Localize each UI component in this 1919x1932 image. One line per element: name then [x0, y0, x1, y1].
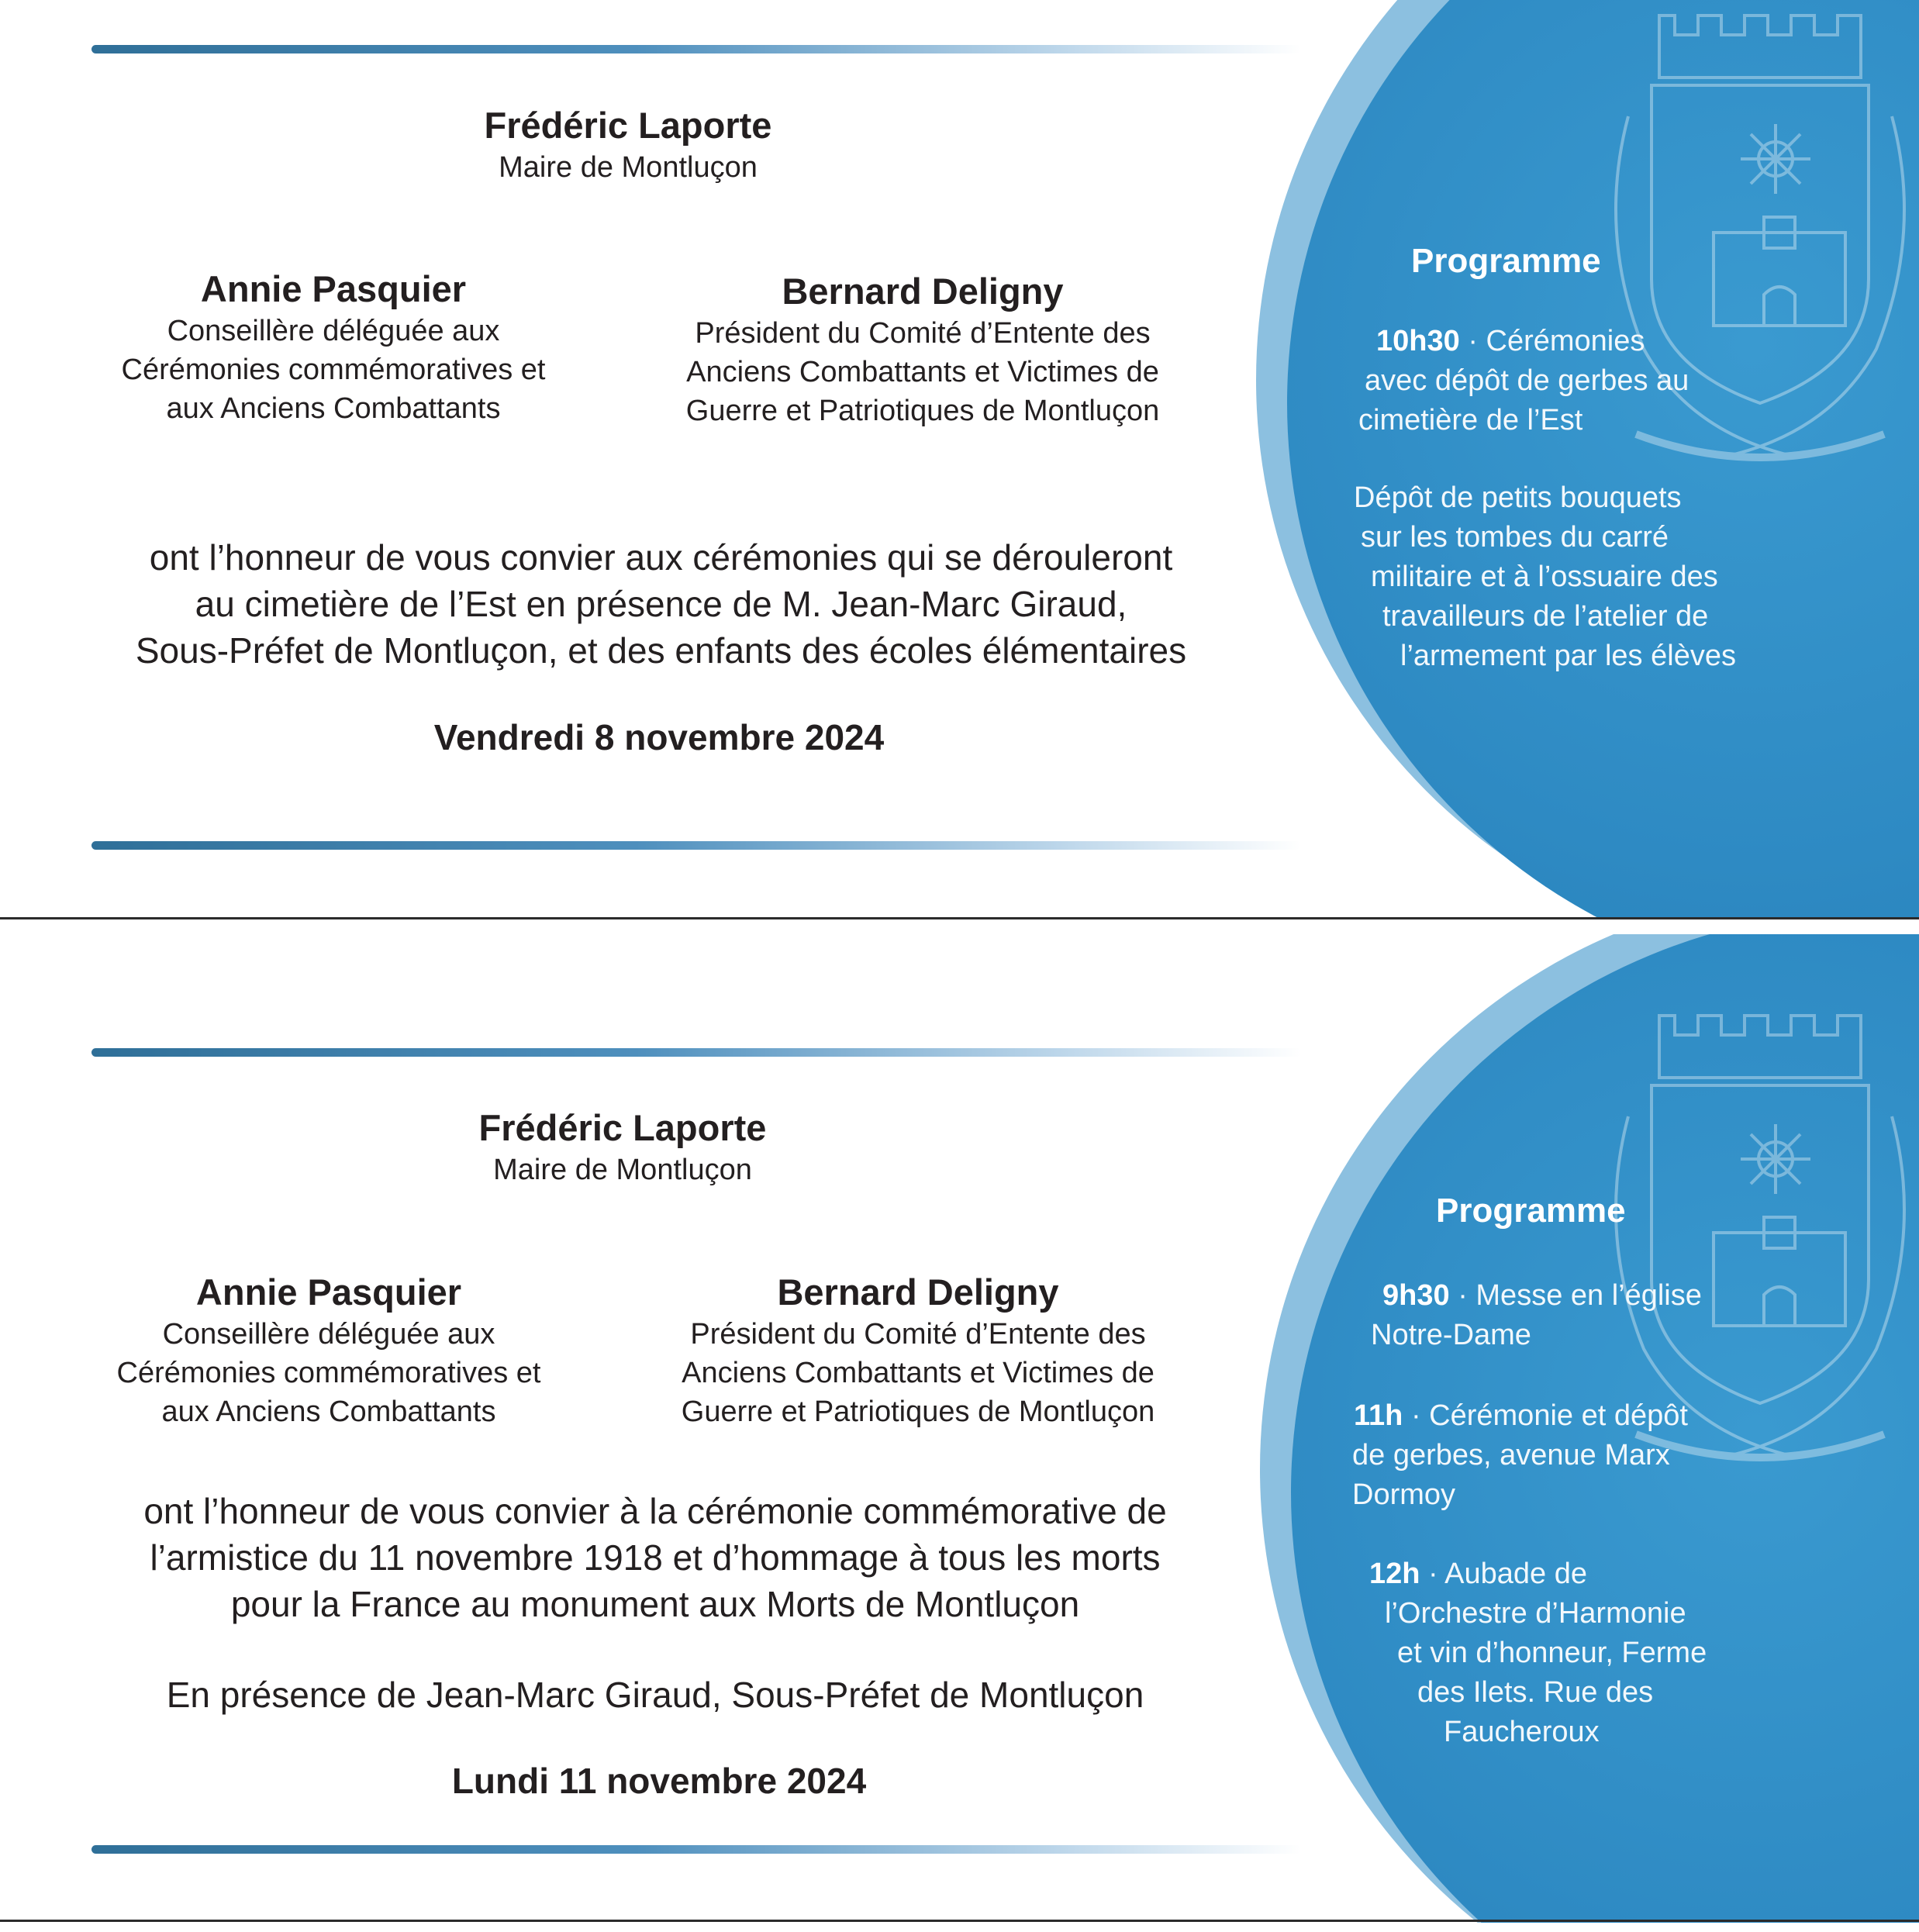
mayor-block	[390, 1106, 855, 1189]
invitation-line: l’armistice du 11 novembre 1918 et d’hommage à tous les morts	[150, 1537, 1161, 1578]
president-role-line: Anciens Combattants et Victimes de	[686, 356, 1159, 388]
programme-text: Dépôt de petits bouquets	[1354, 481, 1682, 514]
invitation-line: au cimetière de l’Est en présence de M. Jean-Marc Giraud,	[195, 584, 1127, 624]
councillor-name: Annie Pasquier	[195, 1271, 462, 1313]
programme-text: sur les tombes du carré	[1361, 521, 1669, 554]
invitation-text	[62, 534, 1260, 674]
programme-time: 11h	[1354, 1399, 1403, 1432]
programme-text: · Cérémonies	[1468, 325, 1645, 357]
programme-text: avec dépôt de gerbes au	[1365, 364, 1689, 397]
presence-line: En présence de Jean-Marc Giraud, Sous-Préfet de Montluçon	[166, 1675, 1144, 1715]
programme-text: l’armement par les élèves	[1400, 640, 1736, 672]
event-date	[310, 715, 1008, 760]
mayor-name: Frédéric Laporte	[478, 1107, 767, 1148]
programme-text: · Messe en l’église	[1458, 1279, 1702, 1312]
decorative-rule-bottom	[91, 841, 1301, 850]
councillor-role-line: aux Anciens Combattants	[166, 392, 501, 425]
president-role-line: Anciens Combattants et Victimes de	[682, 1357, 1155, 1389]
programme-text: cimetière de l’Est	[1358, 404, 1583, 436]
card-cut-line	[0, 917, 1919, 919]
president-role-line: Guerre et Patriotiques de Montluçon	[681, 1396, 1155, 1428]
programme-text: et vin d’honneur, Ferme	[1397, 1637, 1707, 1669]
councillor-role-line: Cérémonies commémoratives et	[116, 1357, 541, 1389]
event-date-text: Vendredi 8 novembre 2024	[433, 717, 885, 757]
programme-item	[1376, 322, 1645, 361]
decorative-rule-bottom	[91, 1845, 1301, 1854]
decorative-rule-top	[91, 45, 1301, 53]
city-crest-icon	[1597, 0, 1919, 496]
programme-time: 9h30	[1382, 1279, 1450, 1312]
invitation-line: ont l’honneur de vous convier à la cérémonie commémorative de	[143, 1491, 1167, 1531]
programme-text: de gerbes, avenue Marx	[1352, 1439, 1670, 1471]
programme-text: · Aubade de	[1428, 1558, 1588, 1590]
programme-item	[1382, 1276, 1702, 1316]
councillor-role-line: aux Anciens Combattants	[161, 1396, 496, 1428]
mayor-name: Frédéric Laporte	[484, 105, 772, 146]
mayor-block	[395, 103, 861, 187]
programme-text: l’Orchestre d’Harmonie	[1385, 1597, 1686, 1630]
invitation-card-2	[0, 934, 1919, 1923]
programme-title: Programme	[1411, 242, 1601, 280]
president-block	[636, 269, 1210, 430]
programme-title: Programme	[1436, 1192, 1626, 1230]
president-role-line: Président du Comité d’Entente des	[695, 317, 1151, 350]
presence-text	[85, 1672, 1225, 1718]
president-block	[631, 1270, 1205, 1431]
councillor-role-line: Conseillère déléguée aux	[167, 315, 500, 347]
invitation-line: Sous-Préfet de Montluçon, et des enfants des écoles élémentaires	[135, 630, 1187, 671]
programme-item	[1354, 1396, 1688, 1436]
programme-text: travailleurs de l’atelier de	[1382, 600, 1709, 633]
invitation-line: pour la France au monument aux Morts de Montluçon	[230, 1584, 1080, 1624]
president-role-line: Guerre et Patriotiques de Montluçon	[685, 395, 1160, 427]
decorative-rule-top	[91, 1048, 1301, 1057]
programme-time: 12h	[1369, 1558, 1420, 1590]
president-name: Bernard Deligny	[777, 1271, 1059, 1313]
councillor-block	[65, 1270, 592, 1431]
programme-text: Faucheroux	[1444, 1716, 1600, 1748]
councillor-role-line: Conseillère déléguée aux	[162, 1318, 495, 1351]
event-date-text: Lundi 11 novembre 2024	[451, 1761, 867, 1801]
president-role-line: Président du Comité d’Entente des	[690, 1318, 1146, 1351]
programme-text: · Cérémonie et dépôt	[1410, 1399, 1688, 1432]
programme-time: 10h30	[1376, 325, 1460, 357]
programme-text: des Ilets. Rue des	[1417, 1676, 1654, 1709]
programme-text: militaire et à l’ossuaire des	[1371, 561, 1718, 593]
invitation-line: ont l’honneur de vous convier aux cérémonies qui se dérouleront	[149, 537, 1173, 578]
mayor-role: Maire de Montluçon	[493, 1154, 752, 1186]
councillor-block	[70, 267, 597, 428]
programme-text: Notre-Dame	[1371, 1319, 1531, 1351]
mayor-role: Maire de Montluçon	[499, 151, 758, 184]
councillor-name: Annie Pasquier	[200, 268, 467, 309]
programme-text: Dormoy	[1352, 1478, 1456, 1511]
card-cut-line	[0, 1920, 1919, 1922]
invitation-card-1	[0, 0, 1919, 917]
invitation-text	[62, 1488, 1248, 1627]
event-date	[310, 1758, 1008, 1803]
councillor-role-line: Cérémonies commémoratives et	[121, 354, 546, 386]
programme-item	[1369, 1554, 1587, 1594]
president-name: Bernard Deligny	[782, 271, 1064, 312]
